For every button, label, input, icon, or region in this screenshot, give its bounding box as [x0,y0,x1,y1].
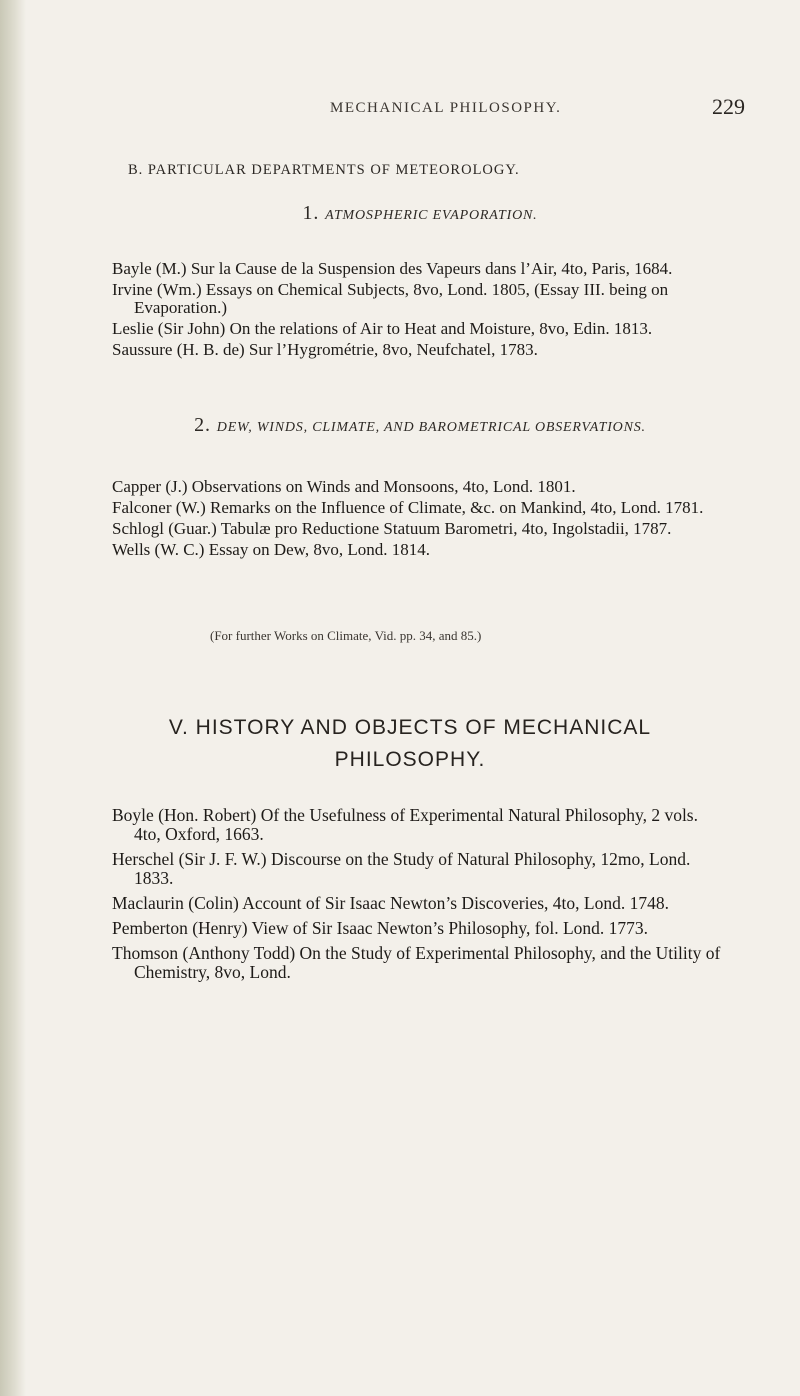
section-2-entries [112,478,724,562]
bibliography-entry: Thomson (Anthony Todd) On the Study of Experimental Philosophy, and the Utility of Chemistry, 8vo, Lond. [112,943,721,982]
section-2-number: 2. [194,414,211,436]
section-1-number: 1. [302,202,320,224]
bibliography-entry: Schlogl (Guar.) Tabulæ pro Reductione Statuum Barometri, 4to, Ingolstadii, 1787. [112,519,672,538]
bibliography-entry: Maclaurin (Colin) Account of Sir Isaac Newton’s Discoveries, 4to, Lond. 1748. [112,893,669,913]
section-2-heading [100,414,740,437]
bibliography-entry: Leslie (Sir John) On the relations of Air to Heat and Moisture, 8vo, Edin. 1813. [112,319,653,338]
bibliography-entry: Irvine (Wm.) Essays on Chemical Subjects, 8vo, Lond. 1805, (Essay III. being on Evaporation.) [112,280,669,317]
section-5-entries [112,806,724,988]
bibliography-entry: Pemberton (Henry) View of Sir Isaac Newton’s Philosophy, fol. Lond. 1773. [112,918,649,938]
cross-reference-note: (For further Works on Climate, Vid. pp. 34, and 85.) [210,628,482,643]
running-head: MECHANICAL PHILOSOPHY. [330,100,562,116]
section-2-title: DEW, WINDS, CLIMATE, AND BAROMETRICAL OBSERVATIONS. [216,420,646,435]
bibliography-entry: Saussure (H. B. de) Sur l’Hygrométrie, 8vo, Neufchatel, 1783. [112,340,538,359]
bibliography-entry: Boyle (Hon. Robert) Of the Usefulness of Experimental Natural Philosophy, 2 vols. 4to, Oxford, 1663. [112,805,698,844]
bibliography-entry: Herschel (Sir J. F. W.) Discourse on the Study of Natural Philosophy, 12mo, Lond. 1833. [112,849,691,888]
bibliography-entry: Capper (J.) Observations on Winds and Monsoons, 4to, Lond. 1801. [112,477,576,496]
section-1-title: ATMOSPHERIC EVAPORATION. [325,208,538,223]
bibliography-entry: Bayle (M.) Sur la Cause de la Suspension des Vapeurs dans l’Air, 4to, Paris, 1684. [112,259,673,278]
subsection-heading: B. PARTICULAR DEPARTMENTS OF METEOROLOGY. [128,162,520,178]
section-1-heading [100,202,740,225]
page-number: 229 [712,94,745,119]
section-1-entries [112,260,724,362]
chapter-heading: V. HISTORY AND OBJECTS OF MECHANICAL PHILOSOPHY. [168,716,652,771]
bibliography-entry: Wells (W. C.) Essay on Dew, 8vo, Lond. 1814. [112,540,430,559]
bibliography-entry: Falconer (W.) Remarks on the Influence of Climate, &c. on Mankind, 4to, Lond. 1781. [112,498,704,517]
